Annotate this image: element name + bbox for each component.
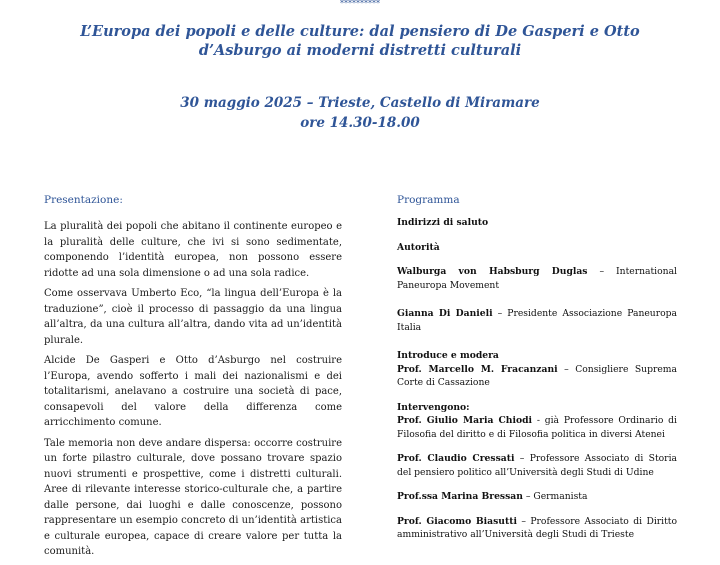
program-talk — [397, 452, 677, 479]
program-section — [397, 193, 677, 542]
event-date-location: 30 maggio 2025 – Trieste, Castello di Miramare — [180, 95, 540, 111]
talk-speaker-role: - già Professore Ordinario di Filosofia del diritto e di Filosofia politica in diversi Atenei — [397, 415, 677, 440]
event-title: L’Europa dei popoli e delle culture: dal pensiero di De Gasperi e Otto d’Asburgo ai moderni distretti culturali — [80, 23, 640, 59]
presentation-section — [44, 193, 342, 565]
program-talk — [397, 414, 677, 441]
presentation-paragraph: Come osservava Umberto Eco, “la lingua dell’Europa è la traduzione”, cioè il processo di passaggio da una lingua all’altra, da una cultura all’altra, dando vita ad un’identità plurale. — [44, 288, 342, 346]
program-speaker — [397, 265, 677, 292]
talk-speaker-name: Prof. Claudio Cressati — [397, 453, 515, 464]
moderator-role: – Consigliere Suprema Corte di Cassazione — [397, 363, 677, 388]
talk-speaker-role: – Professore Associato di Diritto amministrativo all’Università degli Studi di Trieste — [397, 515, 677, 540]
speaker-role: – Presidente Associazione Paneuropa Italia — [397, 308, 677, 333]
moderator-name: Prof. Marcello M. Fracanzani — [397, 363, 558, 375]
decorative-stars: ********** — [340, 0, 380, 8]
talk-speaker-name: Prof.ssa Marina Bressan — [397, 491, 523, 502]
talk-speaker-role: – Professore Associato di Storia del pensiero politico all’Università degli Studi di Udine — [397, 453, 677, 478]
presentation-paragraph: La pluralità dei popoli che abitano il continente europeo e la pluralità delle culture, che ivi si sono sedimentate, componendo l’identità europea, non possono essere ridotte ad una sola dimensione o ad una sola radice. — [44, 221, 342, 279]
event-datetime — [40, 93, 680, 133]
program-speaker — [397, 307, 677, 334]
program-heading: Programma — [397, 194, 460, 206]
program-authorities: Autorità — [397, 241, 440, 253]
program-moderator — [397, 363, 677, 390]
talk-speaker-role: – Germanista — [522, 491, 588, 502]
program-talk — [397, 515, 677, 542]
talk-speaker-name: Prof. Giulio Maria Chiodi — [397, 415, 533, 426]
program-talk — [397, 490, 677, 504]
speaker-role: – International Paneuropa Movement — [397, 266, 677, 291]
presentation-paragraph: Tale memoria non deve andare dispersa: occorre costruire un forte pilastro culturale, dove possano trovare spazio nuovi strumenti e prospettive, come i distretti culturali. Aree di rilevante interesse storico-culturale che, a partire dalle persone, dai luoghi e dalle conoscenze, possono rappresentare un esempio concreto di un’identità artistica e culturale europea, capace di creare valore per tutta la comunità. — [44, 437, 342, 557]
event-time: ore 14.30-18.00 — [300, 115, 420, 131]
talk-speaker-name: Prof. Giacomo Biasutti — [397, 515, 517, 527]
speaker-name: Walburga von Habsburg Duglas — [397, 266, 588, 277]
program-greetings: Indirizzi di saluto — [397, 217, 489, 228]
presentation-paragraph: Alcide De Gasperi e Otto d’Asburgo nel costruire l’Europa, avendo sofferto i mali dei nazionalismi e dei totalitarismi, anelavano a costruire una società di pace, consapevoli del valore della differenza come arricchimento comune. — [44, 355, 342, 428]
presentation-heading: Presentazione: — [44, 194, 123, 206]
program-speakers-heading: Intervengono: — [397, 401, 470, 413]
program-moderation-heading: Introduce e modera — [397, 350, 499, 361]
speaker-name: Gianna Di Danieli — [397, 308, 493, 319]
